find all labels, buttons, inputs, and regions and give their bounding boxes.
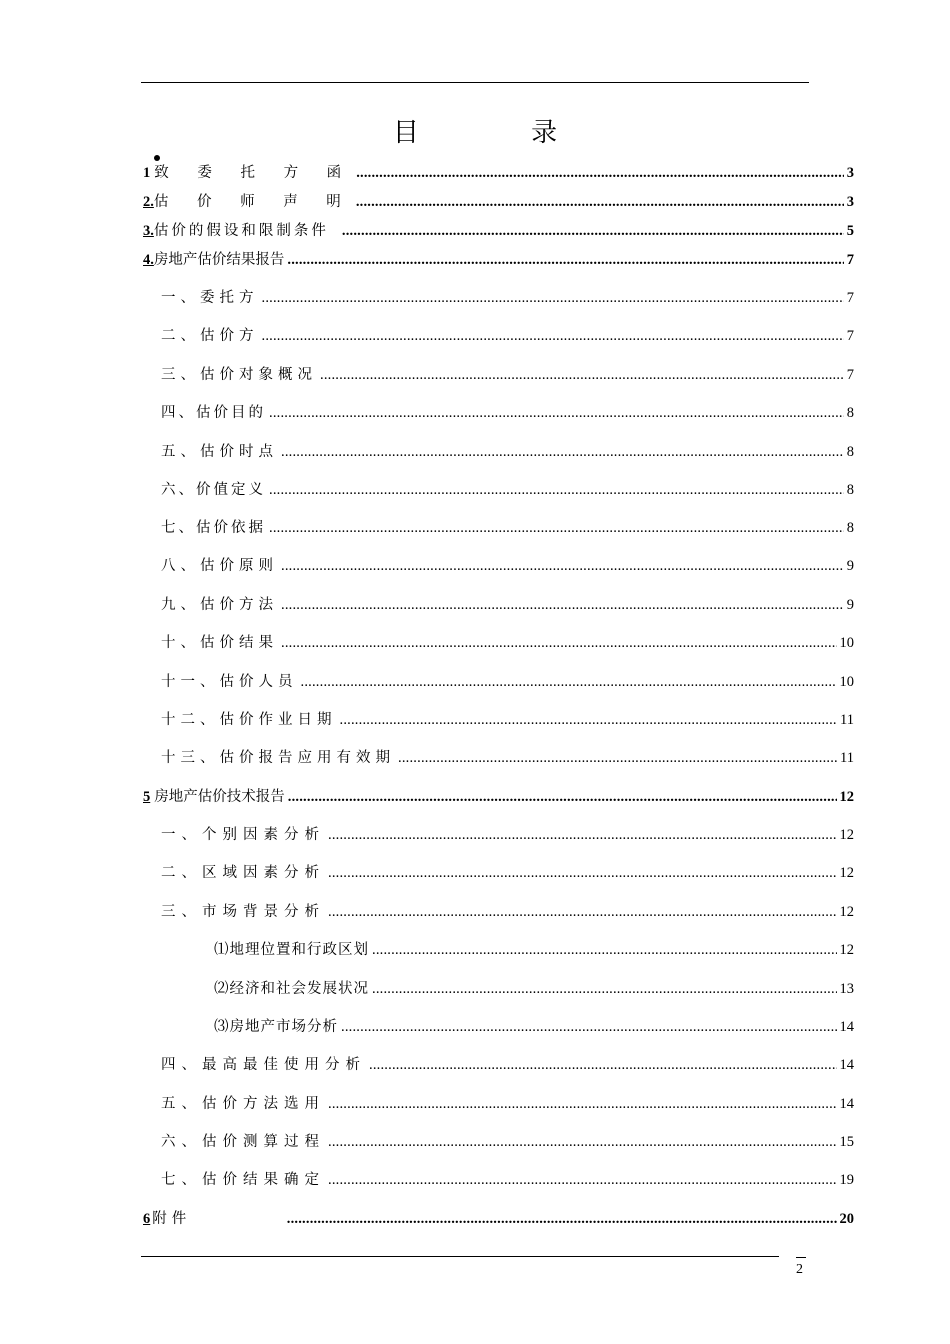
toc-label: 估价的假设和限制条件: [153, 223, 329, 239]
toc-label: 十、估价结果: [161, 635, 278, 651]
toc-leader: [328, 864, 837, 882]
toc-page: 3: [846, 165, 854, 181]
toc-label: 五、估价时点: [161, 444, 278, 460]
toc-page: 10: [839, 635, 854, 651]
toc-entry-6[interactable]: [143, 1210, 854, 1228]
toc-page: 9: [846, 597, 854, 613]
toc-leader: [287, 251, 843, 269]
toc-leader: [398, 749, 837, 767]
toc-page: 7: [846, 290, 854, 306]
toc-subentry[interactable]: [161, 481, 854, 499]
toc-label: 估 价 师 声 明: [153, 194, 353, 210]
toc-page: 19: [839, 1172, 854, 1188]
toc-subentry[interactable]: [161, 864, 854, 882]
toc-leader: [281, 634, 837, 652]
toc-page: 14: [839, 1019, 854, 1035]
toc-number: 5: [143, 789, 151, 805]
toc-page: 12: [839, 827, 854, 843]
page-number: 2: [796, 1262, 803, 1277]
toc-subentry[interactable]: [161, 443, 854, 461]
toc-leader: [269, 481, 844, 499]
toc-page: 20: [839, 1211, 854, 1227]
toc-label: 附件: [152, 1211, 192, 1227]
toc-page: 8: [846, 405, 854, 421]
toc-leader: [372, 941, 837, 959]
toc-page: 12: [839, 942, 854, 958]
toc-number: 1: [143, 165, 151, 181]
toc-label: ⑴地理位置和行政区划: [214, 942, 369, 958]
toc-page: 14: [839, 1096, 854, 1112]
toc-page: 8: [846, 482, 854, 498]
toc-subentry[interactable]: [161, 711, 854, 729]
toc-page: 15: [839, 1134, 854, 1150]
toc-subentry[interactable]: [161, 903, 854, 921]
toc-label: 七、估价结果确定: [161, 1172, 325, 1188]
toc-subsubentry[interactable]: [214, 1018, 854, 1036]
toc-leader: [269, 404, 844, 422]
toc-label: 四、估价目的: [161, 405, 266, 421]
toc-page: 12: [839, 904, 854, 920]
bullet-icon: [154, 155, 160, 161]
toc-leader: [356, 164, 844, 182]
toc-entry-4[interactable]: [143, 251, 854, 269]
toc-subentry[interactable]: [161, 289, 854, 307]
toc-subentry[interactable]: [161, 596, 854, 614]
toc-leader: [328, 1095, 837, 1113]
toc-leader: [281, 443, 844, 461]
toc-page: 9: [846, 558, 854, 574]
footer-page-dash: [796, 1257, 806, 1258]
toc-page: 7: [846, 328, 854, 344]
toc-number: 6: [143, 1211, 151, 1227]
toc-label: 三、市场背景分析: [161, 904, 325, 920]
toc-label: 十三、估价报告应用有效期: [161, 750, 395, 766]
toc-label: 一、委托方: [161, 290, 259, 306]
footer-rule: [141, 1256, 779, 1257]
toc-label: 十二、估价作业日期: [161, 712, 337, 728]
toc-label: ⑵经济和社会发展状况: [214, 981, 369, 997]
header-rule: [141, 82, 809, 83]
toc-label: 九、估价方法: [161, 597, 278, 613]
toc-leader: [372, 980, 837, 998]
toc-label: 四、最高最佳使用分析: [161, 1057, 366, 1073]
toc-page: 12: [839, 865, 854, 881]
toc-page: 10: [839, 674, 854, 690]
toc-subentry[interactable]: [161, 557, 854, 575]
toc-subentry[interactable]: [161, 1095, 854, 1113]
toc-subentry[interactable]: [161, 327, 854, 345]
toc-label: 五、估价方法选用: [161, 1096, 325, 1112]
toc-subentry[interactable]: [161, 1056, 854, 1074]
toc-entry-3[interactable]: [143, 222, 854, 240]
toc-subentry[interactable]: [161, 1171, 854, 1189]
toc-number: 2.: [143, 194, 154, 210]
toc-subentry[interactable]: [161, 1133, 854, 1151]
toc-subentry[interactable]: [161, 366, 854, 384]
toc-leader: [262, 327, 844, 345]
toc-label: 二、估价方: [161, 328, 259, 344]
toc-label: 六、价值定义: [161, 482, 266, 498]
toc-label: 三、估价对象概况: [161, 367, 317, 383]
toc-subentry[interactable]: [161, 673, 854, 691]
toc-label: ⑶房地产市场分析: [214, 1019, 338, 1035]
toc-label: 致 委 托 方 函: [154, 165, 354, 181]
toc-leader: [341, 1018, 837, 1036]
page-title: 目 录: [392, 118, 610, 148]
toc-label: 七、估价依据: [161, 520, 266, 536]
toc-page: 7: [846, 252, 854, 268]
toc-leader: [328, 1171, 837, 1189]
toc-number: 4.: [143, 252, 154, 268]
toc-page: 7: [846, 367, 854, 383]
toc-leader: [269, 519, 844, 537]
toc-leader: [287, 1210, 837, 1228]
toc-page: 12: [839, 789, 854, 805]
toc-number: 3.: [143, 223, 154, 239]
toc-subentry[interactable]: [161, 519, 854, 537]
toc-entry-5[interactable]: [143, 788, 854, 806]
toc-label: 八、估价原则: [161, 558, 278, 574]
toc-subsubentry[interactable]: [214, 941, 854, 959]
toc-label: 房地产估价结果报告: [153, 252, 285, 268]
toc-subsubentry[interactable]: [214, 980, 854, 998]
toc-leader: [281, 596, 844, 614]
toc-page: 3: [846, 194, 854, 210]
toc-page: 11: [840, 712, 854, 728]
toc-subentry[interactable]: [161, 634, 854, 652]
toc-label: 二、区域因素分析: [161, 865, 325, 881]
toc-page: 14: [839, 1057, 854, 1073]
toc-label: 房地产估价技术报告: [154, 789, 285, 805]
toc-entry-2[interactable]: [143, 193, 854, 211]
toc-entry-1[interactable]: [143, 164, 854, 182]
toc-leader: [369, 1056, 837, 1074]
toc-leader: [342, 222, 844, 240]
toc-leader: [340, 711, 838, 729]
toc-leader: [288, 788, 837, 806]
toc-page: 5: [846, 223, 854, 239]
toc-subentry[interactable]: [161, 749, 854, 767]
toc-leader: [356, 193, 844, 211]
toc-page: 13: [839, 981, 854, 997]
toc-leader: [328, 1133, 837, 1151]
toc-leader: [320, 366, 844, 384]
toc-page: 8: [846, 444, 854, 460]
toc-label: 一、个别因素分析: [161, 827, 325, 843]
toc-label: 十一、估价人员: [161, 674, 298, 690]
toc-leader: [328, 903, 837, 921]
toc-leader: [301, 673, 837, 691]
toc-page: 11: [840, 750, 854, 766]
toc-leader: [262, 289, 844, 307]
toc-page: 8: [846, 520, 854, 536]
toc-label: 六、估价测算过程: [161, 1134, 325, 1150]
toc-subentry[interactable]: [161, 826, 854, 844]
toc-leader: [281, 557, 844, 575]
toc-subentry[interactable]: [161, 404, 854, 422]
toc-leader: [328, 826, 837, 844]
